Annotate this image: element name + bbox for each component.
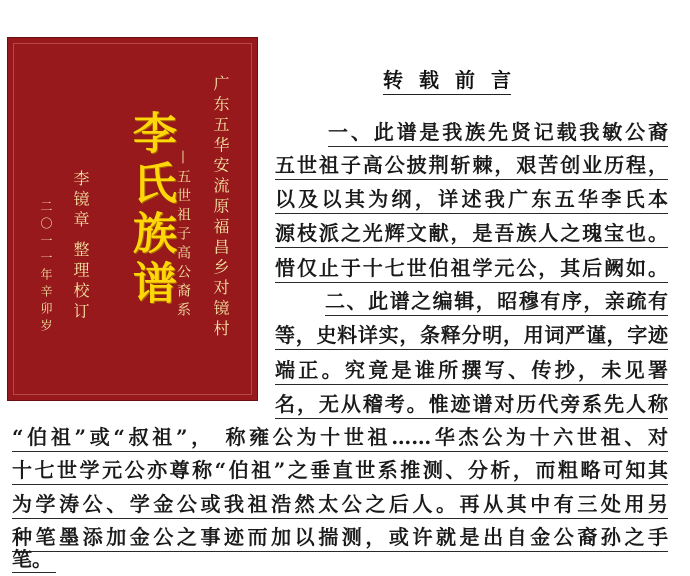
document-heading: 转载前言 bbox=[383, 66, 511, 95]
text-line: 以及以其为纲，详述我广东五华李氏本 bbox=[275, 185, 668, 214]
text-line: 惜仅止于十七世伯祖学元公，其后阙如。 bbox=[275, 254, 668, 283]
text-line: “伯祖”或“叔祖”， 称雍公为十世祖……华杰公为十六世祖、对 bbox=[12, 423, 668, 452]
text-line: 笔。 bbox=[12, 546, 56, 573]
text-line: 等，史料详实，条释分明，用词严谨，字迹 bbox=[275, 321, 668, 350]
cover-lineage: —五世祖子高公裔系 bbox=[175, 150, 191, 321]
cover-title: 李氏族谱 bbox=[125, 110, 176, 310]
text-line: 五世祖子高公披荆斩棘，艰苦创业历程， bbox=[275, 151, 668, 180]
text-line: 一、此谱是我族先贤记载我敏公裔 bbox=[328, 118, 668, 147]
cover-date: 二〇一一年辛卯岁 bbox=[39, 200, 53, 336]
text-line: 为学涛公、学金公或我祖浩然太公之后人。再从其中有三处用另 bbox=[12, 490, 668, 519]
text-line: 端正。究竟是谁所撰写、传抄，未见署 bbox=[275, 356, 668, 385]
text-line: 源枝派之光辉文献，是吾族人之瑰宝也。 bbox=[275, 219, 668, 248]
cover-editor: 李镜章 整理校订 bbox=[71, 170, 90, 324]
text-line: 名，无从稽考。惟迹谱对历代旁系先人称 bbox=[275, 390, 668, 419]
cover-location: 广东五华安流原福昌乡对镜村 bbox=[211, 75, 230, 341]
text-line: 十七世学元公亦尊称“伯祖”之垂直世系推测、分析，而粗略可知其 bbox=[12, 456, 668, 485]
book-cover bbox=[8, 38, 257, 400]
text-line: 种笔墨添加金公之事迹而加以揣测，或许就是出自金公裔孙之手 bbox=[12, 523, 668, 552]
text-line: 二、此谱之编辑，昭穆有序，亲疏有 bbox=[325, 287, 668, 316]
